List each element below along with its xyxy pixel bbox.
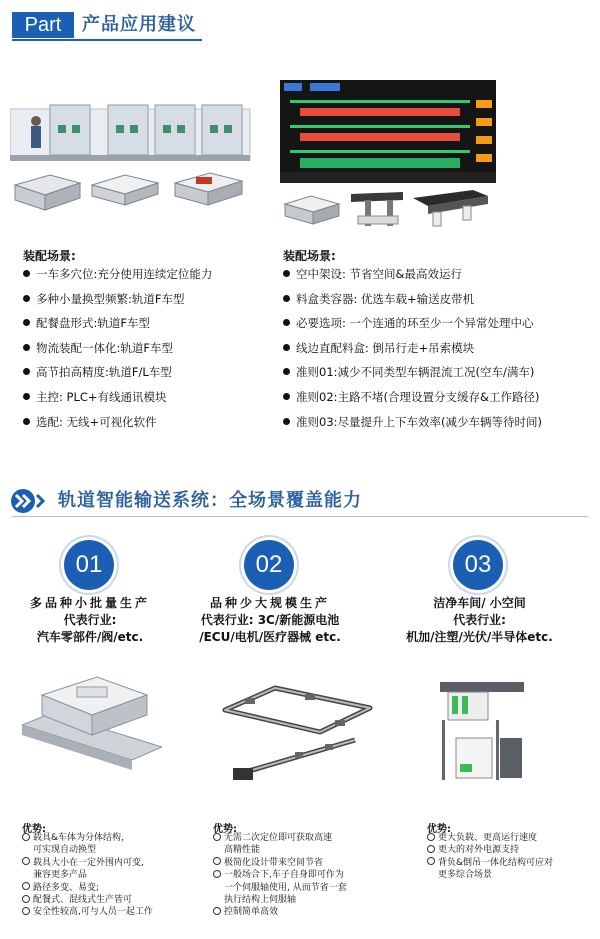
bullet-ring-icon <box>213 857 221 865</box>
right-scene-heading: 装配场景: <box>283 249 336 263</box>
advantages-list <box>22 832 153 919</box>
number-badge: 01 <box>64 540 114 590</box>
bullet-dot-icon <box>23 368 30 375</box>
bullet-dot-icon <box>283 418 290 425</box>
list-item: 线边直配料盒: 倒吊行走+吊索模块 <box>283 336 542 361</box>
list-item: 可实现自动换型 <box>33 845 97 856</box>
bullet-dot-icon <box>23 344 30 351</box>
track-modules-illustration <box>283 184 493 232</box>
bullet-dot-icon <box>283 344 290 351</box>
column-line: 机加/注塑/光伏/半导体etc. <box>406 630 553 644</box>
section-title: 产品应用建议 <box>82 14 196 35</box>
bullet-ring-icon <box>22 882 30 890</box>
left-scene-list <box>23 262 212 434</box>
list-item: 配餐式、混线式生产皆可 <box>22 894 153 906</box>
bullet-ring-icon <box>427 857 435 865</box>
bullet-ring-icon <box>427 833 435 841</box>
list-item: 兼容更多产品 <box>33 870 88 881</box>
bullet-ring-icon <box>213 833 221 841</box>
part-tag: Part <box>12 12 74 38</box>
section2-title: 轨道智能输送系统：全场景覆盖能力 <box>58 490 362 511</box>
list-item: 无需二次定位即可获取高速 <box>213 832 347 844</box>
list-item: 一个伺服轴使用, 从而节省一套 <box>224 882 347 893</box>
list-item: 更大的对外电源支持 <box>427 844 553 856</box>
bullet-dot-icon <box>283 295 290 302</box>
bullet-dot-icon <box>23 393 30 400</box>
column-2-text <box>180 595 360 646</box>
column-line: 代表行业: <box>453 613 506 627</box>
list-item: 更大负载、更高运行速度 <box>427 832 553 844</box>
column-line: /ECU/电机/医疗器械 etc. <box>199 630 341 644</box>
bullet-ring-icon <box>213 907 221 915</box>
number-badge: 03 <box>453 540 503 590</box>
advantages-list <box>427 832 553 882</box>
bullet-dot-icon <box>283 319 290 326</box>
column-line: 汽车零部件/阀/etc. <box>36 630 144 644</box>
list-item: 载具大小在一定外围内可变, <box>22 857 153 869</box>
loop-track-illustration <box>205 680 380 795</box>
list-item: 料盒类容器: 优选车载+输送皮带机 <box>283 287 542 312</box>
list-item: 一车多穴位:充分使用连续定位能力 <box>23 262 212 287</box>
list-item: 高节拍高精度:轨道F/L车型 <box>23 360 212 385</box>
list-item: 背负&倒吊一体化结构可应对 <box>427 857 553 869</box>
advantages-title: 优势: <box>427 824 451 835</box>
list-item: 极简化设计带来空间节省 <box>213 857 347 869</box>
assembly-line-illustration <box>10 95 260 220</box>
advantages-title: 优势: <box>22 824 46 835</box>
list-item: 必要选项: 一个连通的环至少一个异常处理中心 <box>283 311 542 336</box>
left-scene-heading: 装配场景: <box>23 249 76 263</box>
clean-room-module-illustration <box>438 678 526 798</box>
list-item: 空中架设: 节省空间&最高效运行 <box>283 262 542 287</box>
column-1-text <box>10 595 170 646</box>
bullet-ring-icon <box>22 857 30 865</box>
list-item: 载具&车体为分体结构， <box>22 832 153 844</box>
advantages-title: 优势: <box>213 824 237 835</box>
bullet-dot-icon <box>283 270 290 277</box>
column-line: 品种少大规模生产 <box>209 596 330 610</box>
column-line: 多品种小批量生产 <box>29 596 150 610</box>
bullet-dot-icon <box>23 270 30 277</box>
list-item: 物流装配一体化:轨道F车型 <box>23 336 212 361</box>
column-line: 洁净车间/ 小空间 <box>433 596 526 610</box>
bullet-dot-icon <box>23 319 30 326</box>
list-item: 多种小量换型频繁:轨道F车型 <box>23 287 212 312</box>
double-chevron-icon <box>10 488 50 514</box>
column-line: 代表行业: <box>63 613 117 627</box>
bullet-ring-icon <box>427 845 435 853</box>
list-item: 控制简单高效 <box>213 906 347 918</box>
bullet-dot-icon <box>283 393 290 400</box>
bullet-dot-icon <box>23 295 30 302</box>
bullet-ring-icon <box>22 833 30 841</box>
list-item: 执行结构上伺服轴 <box>224 895 297 906</box>
bullet-ring-icon <box>22 895 30 903</box>
bullet-dot-icon <box>283 368 290 375</box>
column-3-text <box>392 595 567 646</box>
list-item: 准则03:尽量提升上下车效率(减少车辆等待时间) <box>283 410 542 435</box>
list-item: 配餐盘形式:轨道F车型 <box>23 311 212 336</box>
monitoring-dashboard <box>280 80 496 183</box>
divider <box>12 516 588 517</box>
title-underline <box>12 39 202 41</box>
list-item: 准则02:主路不堵(合理设置分支缓存&工作路径) <box>283 385 542 410</box>
number-badge: 02 <box>244 540 294 590</box>
list-item: 安全性较高,可与人员一起工作 <box>22 906 153 918</box>
rail-carrier-illustration <box>22 665 162 780</box>
list-item: 选配: 无线+可视化软件 <box>23 410 212 435</box>
bullet-ring-icon <box>213 870 221 878</box>
list-item: 准则01:减少不同类型车辆混流工况(空车/满车) <box>283 360 542 385</box>
right-scene-list <box>283 262 542 434</box>
list-item: 一般场合下,车子自身即可作为 <box>213 869 347 881</box>
list-item: 高精性能 <box>224 845 261 856</box>
advantages-list <box>213 832 347 919</box>
list-item: 更多综合场景 <box>438 870 493 881</box>
list-item: 路径多变、易变; <box>22 882 153 894</box>
list-item: 主控: PLC+有线通讯模块 <box>23 385 212 410</box>
bullet-dot-icon <box>23 418 30 425</box>
bullet-ring-icon <box>22 907 30 915</box>
column-line: 代表行业: 3C/新能源电池 <box>200 613 340 627</box>
